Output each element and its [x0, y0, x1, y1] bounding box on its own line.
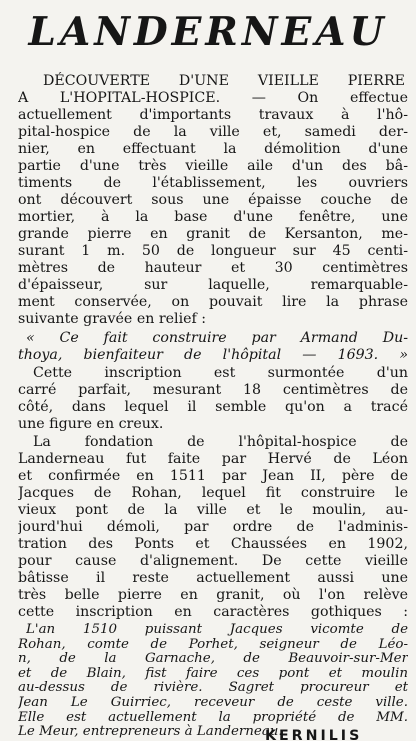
text-line: jourd'hui démoli, par ordre de l'adminis- — [18, 519, 408, 535]
text-line: « Ce fait construire par Armand Du- — [26, 330, 408, 346]
text-line: Landerneau fut faite par Hervé de Léon — [18, 451, 408, 467]
text-line: ment conservée, on pouvait lire la phrase — [18, 294, 408, 310]
next-heading-fragment: KERNILIS — [265, 728, 363, 741]
text-line: vieux pont de la ville et le moulin, au- — [18, 502, 408, 518]
text-line: Jean Le Guirriec, receveur de ceste ville. — [18, 695, 408, 710]
text-line: Rohan, comte de Porhet, seigneur de Léo- — [18, 636, 408, 652]
text-line: carré parfait, mesurant 18 centimètres de — [18, 382, 408, 398]
text-line: cette inscription en caractères gothiques : — [18, 604, 408, 620]
text-line: côté, dans lequel il semble qu'on a tracé — [18, 399, 408, 415]
text-line: mortier, à la base d'une fenêtre, une — [18, 209, 408, 225]
text-line: et confirmée en 1511 par Jean II, père de — [18, 468, 408, 484]
text-line: Le Meur, entrepreneurs à Landerneau. — [18, 724, 283, 740]
text-line: Elle est actuellement la propriété de MM. — [18, 709, 408, 725]
text-line: actuellement d'importants travaux à l'hô- — [18, 107, 408, 123]
text-line: nier, en effectuant la démolition d'une — [18, 141, 408, 157]
text-line: La fondation de l'hôpital-hospice de — [33, 434, 408, 450]
text-line: suivante gravée en relief : — [18, 311, 207, 327]
text-line: thoya, bienfaiteur de l'hôpital — 1693. » — [18, 347, 408, 363]
headline: LANDERNEAU — [28, 9, 388, 55]
text-line: au-dessus de rivière. Sagret procureur et — [18, 680, 408, 696]
text-line: Jacques de Rohan, lequel fit construire le — [18, 485, 408, 501]
text-line: L'an 1510 puissant Jacques vicomte de — [26, 622, 408, 637]
text-line: ont découvert sous une épaisse couche de — [18, 192, 408, 208]
text-line: une figure en creux. — [18, 416, 164, 432]
text-line: n, de la Garnache, de Beauvoir-sur-Mer — [18, 651, 408, 667]
text-line: tration des Ponts et Chaussées en 1902, — [18, 536, 408, 552]
text-line: pital-hospice de la ville et, samedi der- — [18, 124, 408, 140]
text-line: DÉCOUVERTE D'UNE VIEILLE PIERRE — [43, 73, 405, 89]
text-line: A L'HOPITAL-HOSPICE. — On effectue — [18, 90, 408, 106]
text-line: pour cause d'alignement. De cette vieille — [18, 553, 408, 569]
text-line: d'épaisseur, sur laquelle, remarquable- — [18, 277, 408, 293]
text-line: surant 1 m. 50 de longueur sur 45 centi- — [18, 243, 408, 259]
text-line: Cette inscription est surmontée d'un — [33, 365, 408, 381]
text-line: partie d'une très vieille aile d'un des bâ- — [18, 158, 408, 174]
text-line: timents de l'établissement, les ouvriers — [18, 175, 408, 191]
text-line: mètres de hauteur et 30 centimètres — [18, 260, 408, 276]
text-line: très belle pierre en granit, où l'on relève — [18, 587, 408, 603]
text-line: et de Blain, fist faire ces pont et moulin — [18, 665, 408, 681]
text-line: grande pierre en granit de Kersanton, me- — [18, 226, 408, 242]
text-line: bâtisse il reste actuellement aussi une — [18, 570, 408, 586]
